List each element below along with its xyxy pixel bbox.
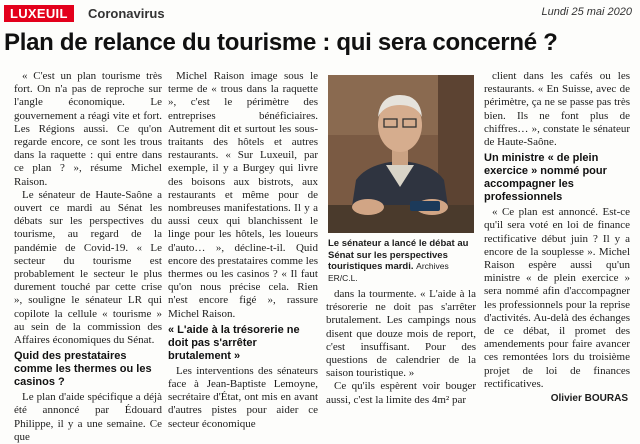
column-4	[484, 70, 630, 391]
column-3	[326, 288, 476, 407]
paragraph: Ce qu'ils espèrent voir bouger aussi, c'est la limite des 4m² par	[326, 380, 476, 406]
paragraph: Michel Raison image sous le terme de « trous dans la raquette », c'est le périmètre des entreprises bénéficiaires. Autrement dit et surtout les sous-traitants des hôtels et autres restaurants. « Sur Luxeuil, par exemple, il y a Burgey qui livre des boisons aux bistrots, aux restaurants et même pour de nombreuses manifestations. Il y a aussi ceux qui blanchissent le linge pour les hôtels, les loueurs d'auto… », décline-t-il. Quid encore des prestataires comme les thermes ou les casinos ? « Il faut qu'on nous précise cela. Rien n'est encore figé », rassure Michel Raison.	[168, 70, 318, 320]
subheading: Quid des prestataires comme les thermes ou les casinos ?	[14, 350, 152, 389]
article-photo	[328, 75, 474, 233]
paragraph: Le plan d'aide spécifique a déjà été annoncé par Édouard Philippe, il y a une semaine. Ce que	[14, 391, 162, 443]
author-byline: Olivier BOURAS	[550, 393, 628, 404]
column-1	[14, 70, 162, 444]
subheading: « L'aide à la trésorerie ne doit pas s'arrêter brutalement »	[168, 323, 300, 362]
paragraph: client dans les cafés ou les restaurants. « En Suisse, avec de périmètre, ça ne se passe pas très bien. Ils ne font plus de chiffres… », constate le sénateur de Haute-Saône.	[484, 70, 630, 149]
paragraph: dans la tourmente. « L'aide à la trésorerie ne doit pas s'arrêter brutalement. Les campings nous disent que douze mois de report, c'est insuffisant. Pour des questions de calendrier de la saison touristique. »	[326, 288, 476, 380]
paragraph: « Ce plan est annoncé. Est-ce qu'il sera voté en loi de finance rectificative début juin ? Il y a encore de la souplesse ». Michel Raison espère aussi qu'un ministre « de plein exercice » sera nommé afin d'accompagner les professionnels pour la reprise d'activités. Au-delà des échanges de ce débat, il promet des amendements pour faire avancer ces remontées lors du troisième projet de loi de finances rectificatives.	[484, 206, 630, 390]
caption-text: Le sénateur a lancé le débat au Sénat sur les perspectives touristiques mardi.	[328, 238, 469, 272]
publication-date: Lundi 25 mai 2020	[541, 6, 632, 18]
article-title: Plan de relance du tourisme : qui sera concerné ?	[4, 29, 558, 56]
column-2	[168, 70, 318, 431]
paragraph: « C'est un plan tourisme très fort. On n'a pas de reproche sur l'angle économique. Le gouvernement a réagi vite et fort. Les Régions aussi. Ce qu'on regarde encore, ce sont les trous dans la raquette : qui entre dans ce plan ? », résume Michel Raison.	[14, 70, 162, 188]
paragraph: Le sénateur de Haute-Saône a ouvert ce mardi au Sénat les débats sur les perspectives du tourisme, au regard de la pandémie de Covid-19. « Le secteur du tourisme est probablement le secteur le plus durement touché par cette crise », souligne le sénateur LR qui copilote la cellule « tourisme » au sein de la commission des Affaires économiques du Sénat.	[14, 188, 162, 347]
photo-credit: Archives ER/C.L.	[328, 261, 449, 283]
senator-photo-illustration	[328, 75, 474, 233]
photo-caption	[328, 238, 478, 284]
subheading: Un ministre « de plein exercice » nommé pour accompagner les professionnels	[484, 152, 607, 204]
section-tag: LUXEUIL	[4, 5, 74, 22]
header-bar	[0, 0, 640, 28]
rubric-label: Coronavirus	[88, 6, 165, 21]
paragraph: Les interventions des sénateurs face à Jean-Baptiste Lemoyne, secrétaire d'État, ont mis en avant d'autres pistes pour aider ce secteur économique	[168, 364, 318, 430]
